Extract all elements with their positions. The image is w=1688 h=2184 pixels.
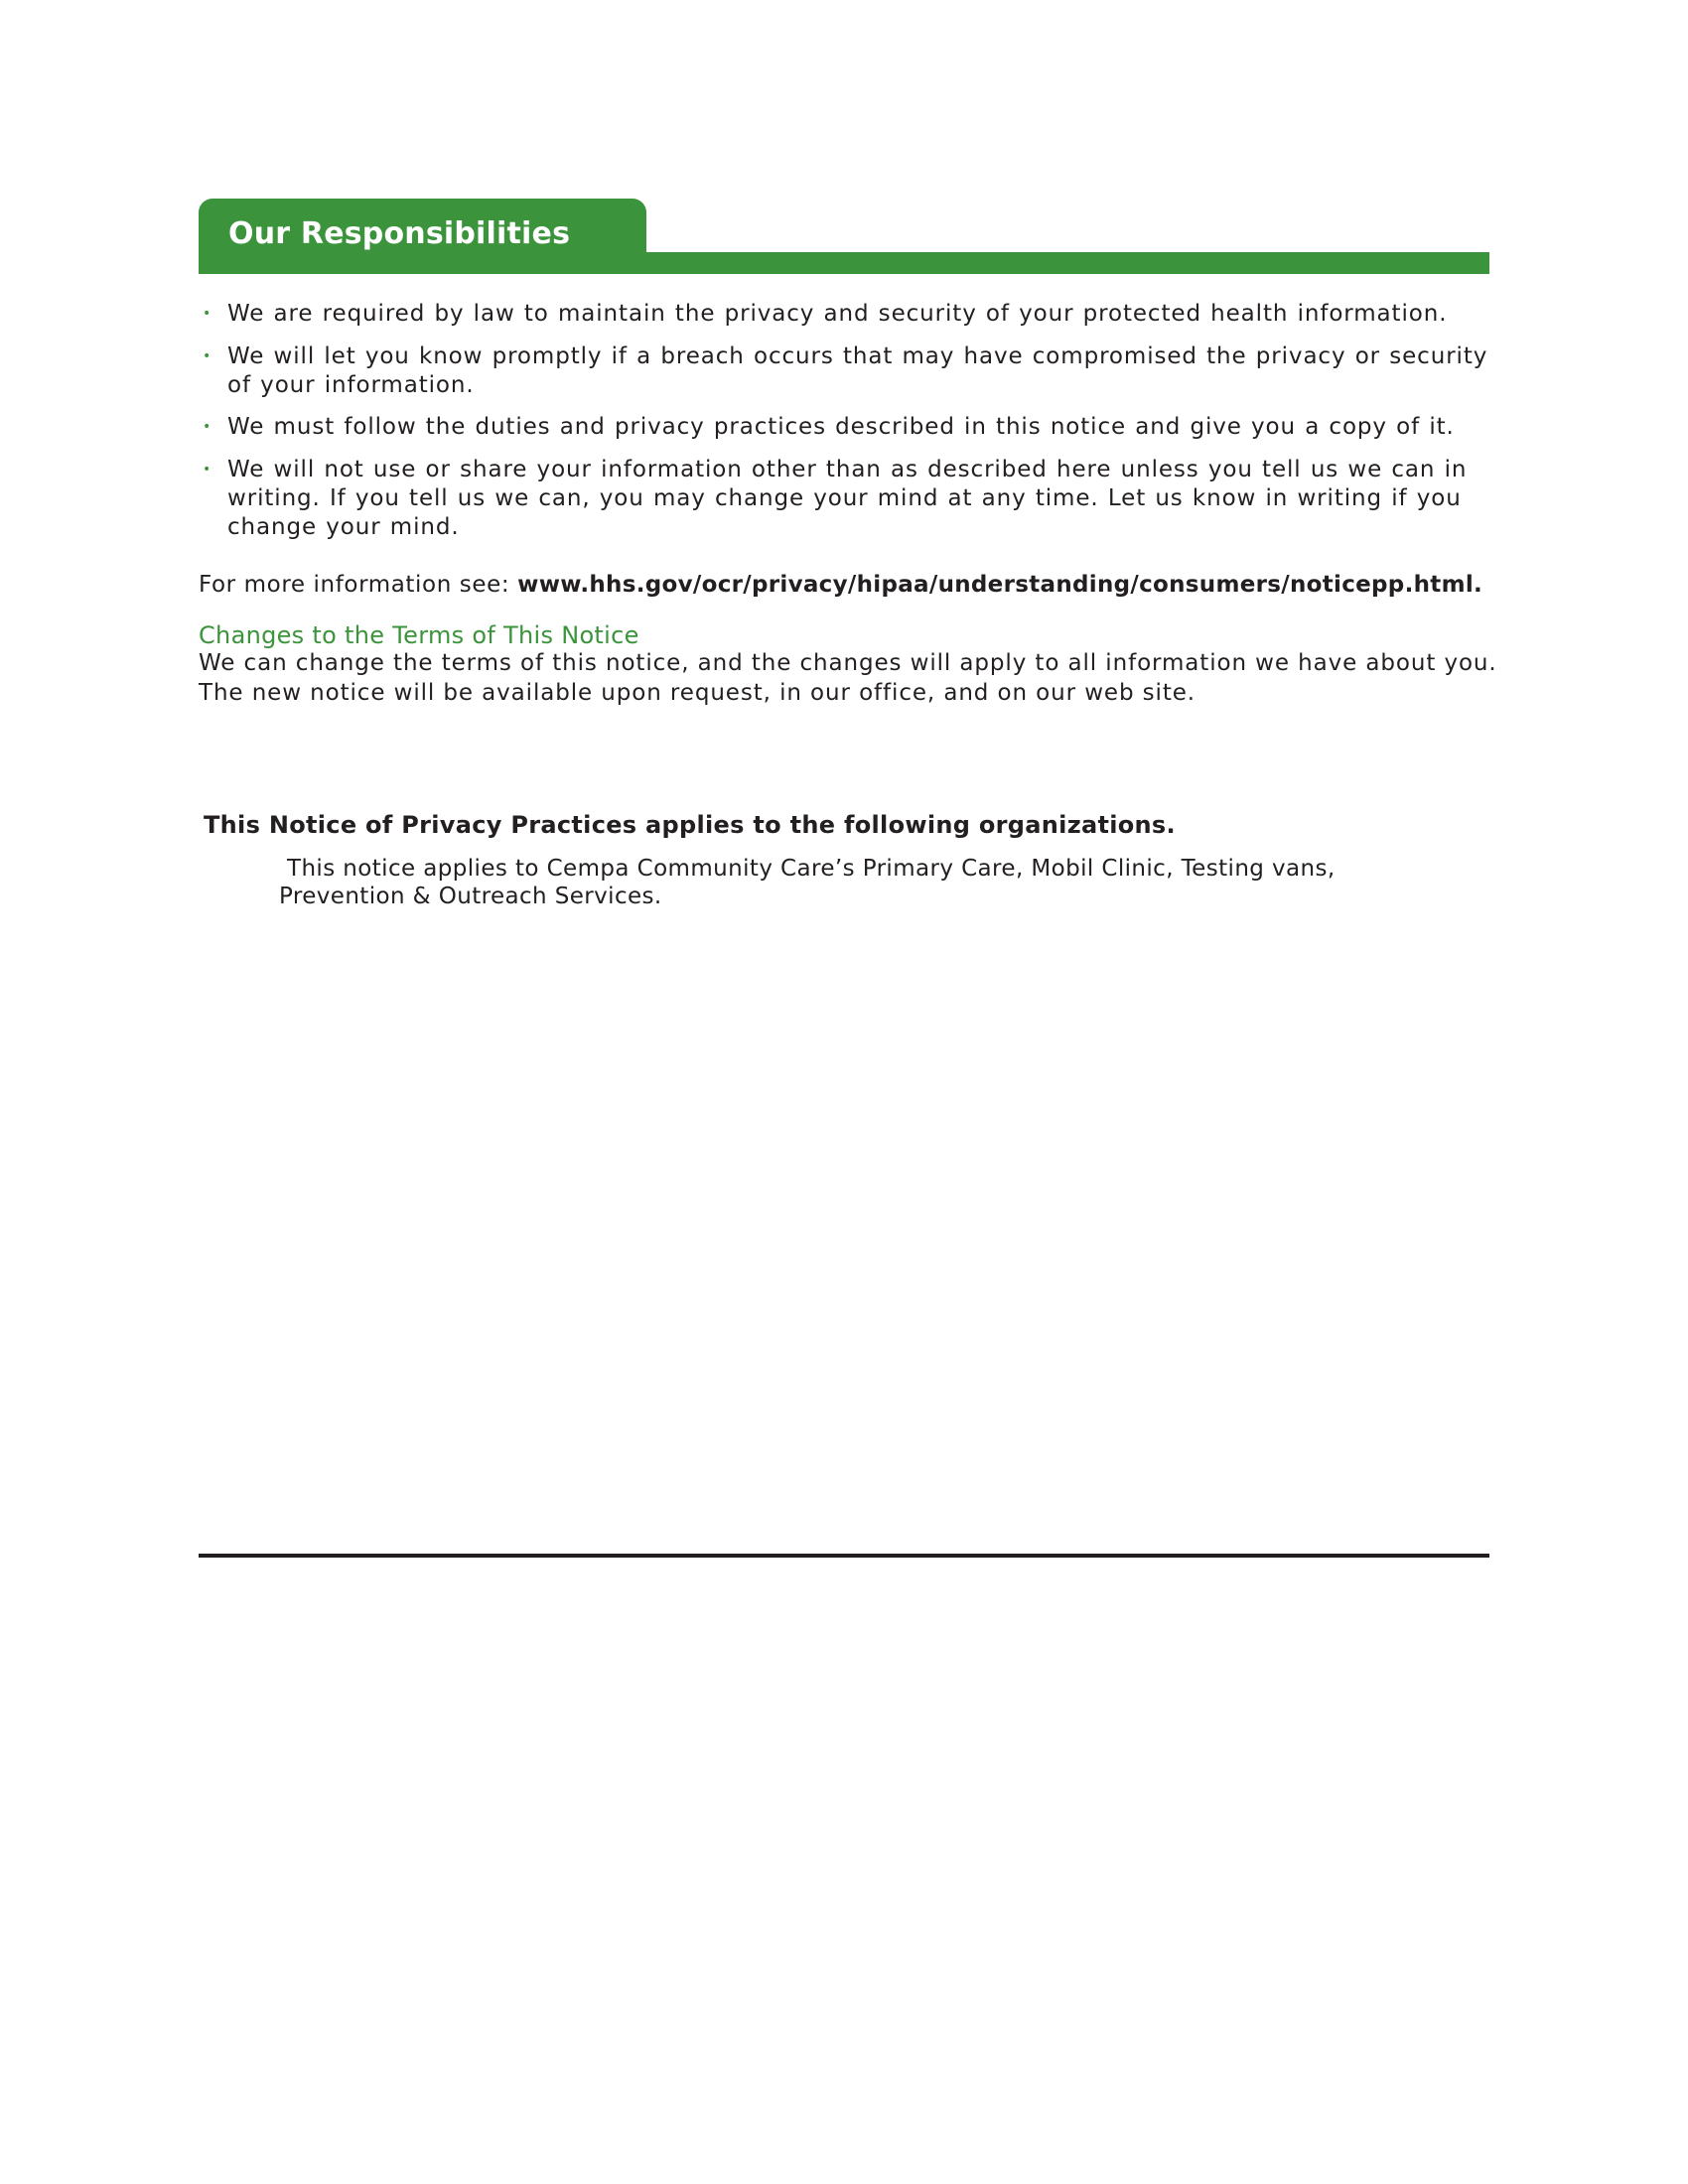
list-item-text: We will let you know promptly if a breach occurs that may have compromised the privacy or security of your information. [227, 342, 1488, 398]
section-header-tab [199, 199, 646, 274]
list-item-text: We will not use or share your information other than as described here unless you tell us we can in writing. If you tell us we can, you may change your mind at any time. Let us know in writing if you change your mind. [227, 456, 1468, 540]
horizontal-rule [199, 1554, 1489, 1558]
list-item-text: We are required by law to maintain the privacy and security of your protected health information. [227, 301, 1448, 327]
bullet-icon: • [203, 419, 212, 435]
list-item [199, 300, 1499, 329]
more-info-link[interactable]: www.hhs.gov/ocr/privacy/hipaa/understanding/consumers/noticepp.html. [517, 572, 1483, 598]
organizations-body: This notice applies to Cempa Community Care’s Primary Care, Mobil Clinic, Testing vans, Prevention & Outreach Services. [279, 856, 1336, 909]
responsibilities-list [199, 300, 1499, 555]
section-header-bar [645, 252, 1489, 274]
list-item [199, 342, 1499, 400]
bullet-icon: • [203, 347, 212, 364]
section-title: Our Responsibilities [228, 216, 571, 251]
bullet-icon: • [203, 306, 212, 322]
list-item [199, 413, 1499, 442]
list-item-text: We must follow the duties and privacy practices described in this notice and give you a copy of it. [227, 414, 1455, 440]
changes-heading: Changes to the Terms of This Notice [199, 621, 639, 649]
changes-body: We can change the terms of this notice, and the changes will apply to all information we have about you. The new notice will be available upon request, in our office, and on our web site. [199, 650, 1497, 706]
more-info-label: For more information see: [199, 572, 510, 598]
bullet-icon: • [203, 461, 212, 478]
more-info-line [199, 571, 1482, 600]
list-item [199, 456, 1499, 542]
organizations-heading: This Notice of Privacy Practices applies to the following organizations. [204, 811, 1176, 839]
